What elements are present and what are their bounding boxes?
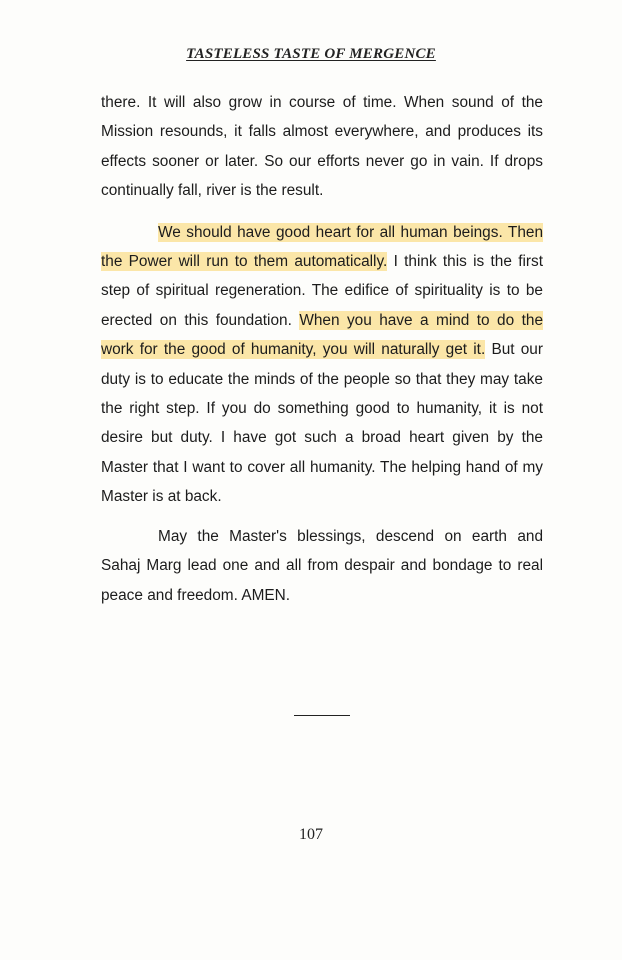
page-body — [101, 88, 543, 610]
paragraph-3: May the Master's blessings, descend on earth and Sahaj Marg lead one and all from despair and bondage to real peace and freedom. AMEN. — [101, 527, 543, 604]
paragraph-2-text-2: But our duty is to educate the minds of the people so that they may take the right step. If you do something good to humanity, it is not desire but duty. I have got such a broad heart given by the Master that I want to cover all humanity. The helping hand of my Master is at back. — [101, 341, 543, 506]
paragraph-1: there. It will also grow in course of time. When sound of the Mission resounds, it falls almost everywhere, and produces its effects sooner or later. So our efforts never go in vain. If drops continually fall, river is the result. — [101, 94, 543, 200]
highlighted-passage-2: When you have a mind to do the work for the good of humanity, you will naturally get it. — [101, 311, 543, 359]
section-end-rule — [294, 715, 350, 716]
paragraph-2-text-1: I think this is the first step of spiritual regeneration. The edifice of spirituality is to be erected on this foundation. — [101, 253, 543, 329]
paragraph-2 — [101, 218, 543, 512]
page-number: 107 — [299, 826, 323, 843]
highlighted-passage-1: We should have good heart for all human beings. Then the Power will run to them automatically. — [101, 223, 543, 271]
running-head-title: TASTELESS TASTE OF MERGENCE — [186, 46, 436, 62]
